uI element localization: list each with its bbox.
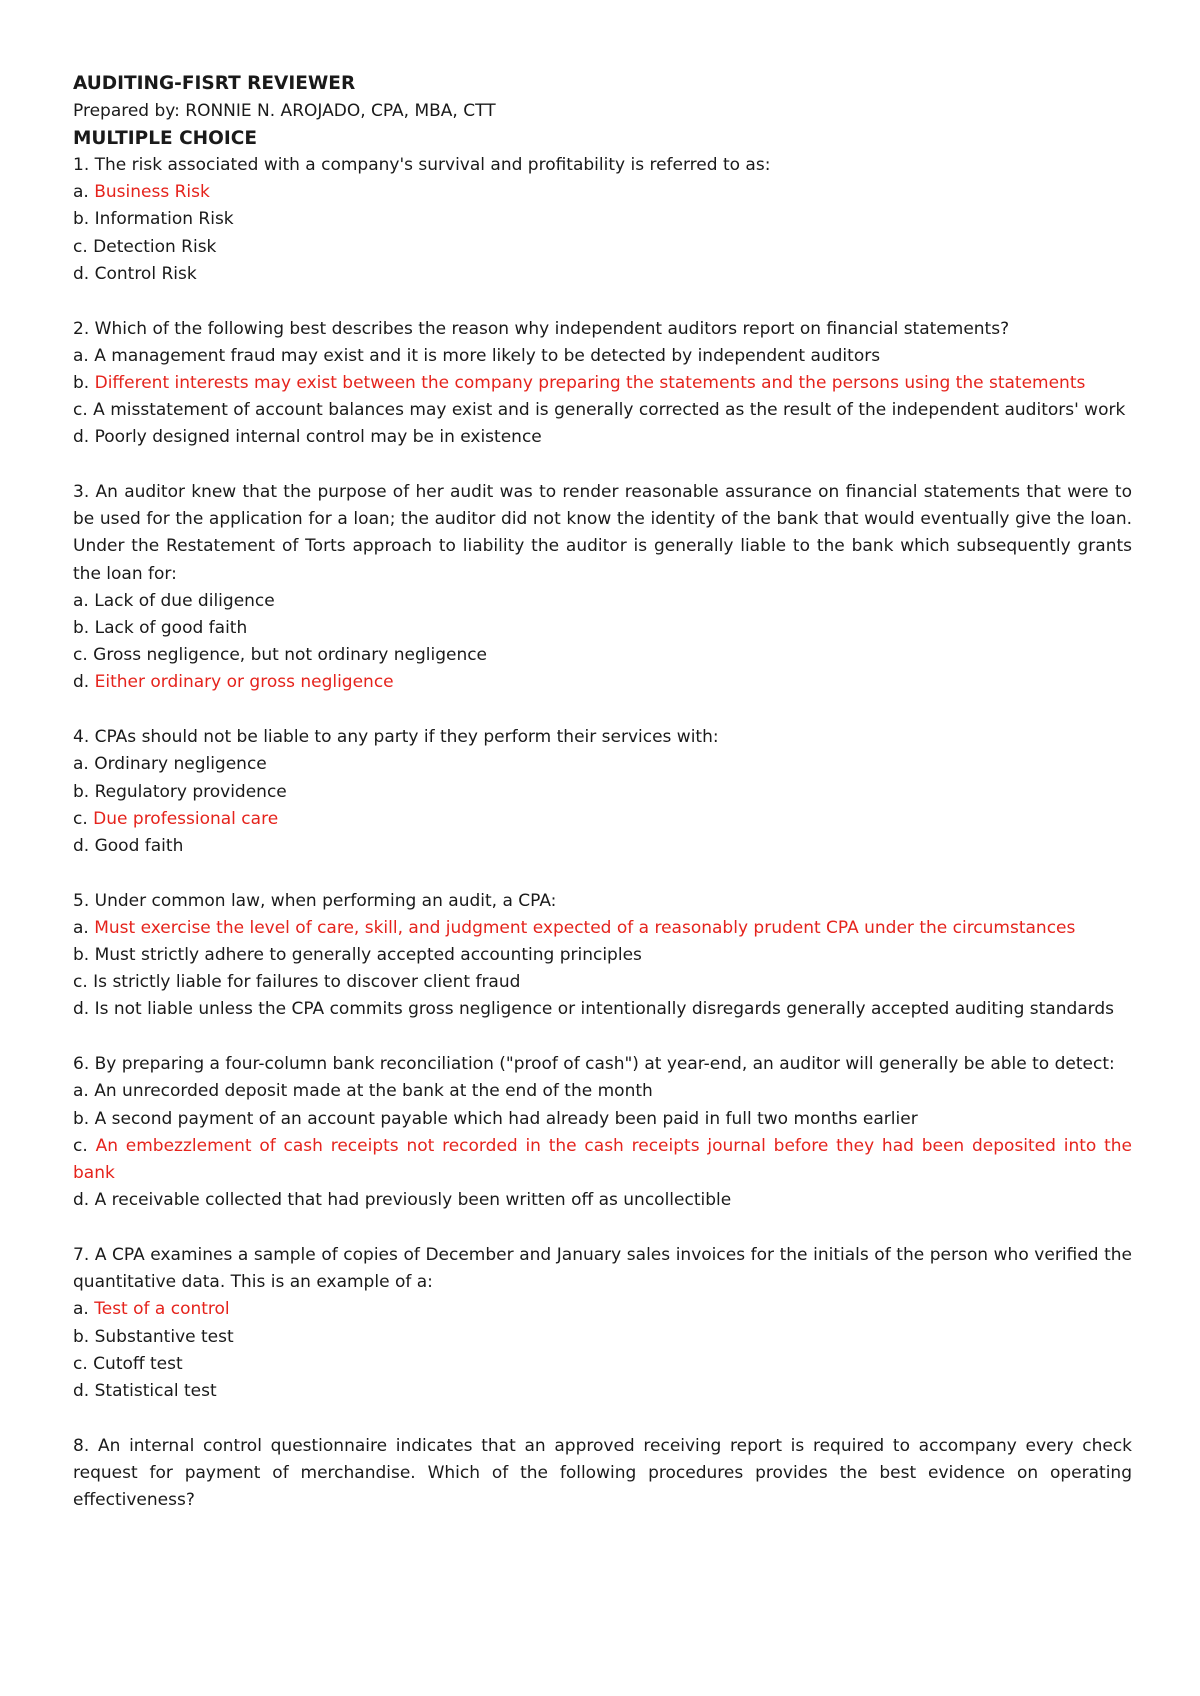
option-c: [73, 397, 1132, 424]
option-text: Cutoff test: [93, 1353, 183, 1374]
question-number: 1.: [73, 155, 90, 175]
option-d: [73, 996, 1132, 1023]
option-c: [73, 969, 1132, 996]
option-text: Gross negligence, but not ordinary negligence: [93, 645, 488, 666]
option-text: Detection Risk: [93, 236, 217, 257]
option-text: A misstatement of account balances may exist and is generally corrected as the result of the independent auditors' work: [93, 400, 1126, 421]
question-number: 3.: [73, 482, 90, 503]
option-letter: c.: [73, 645, 88, 666]
question-stem: [73, 1242, 1132, 1296]
option-d: [73, 261, 1132, 288]
option-d: [73, 1378, 1132, 1405]
question-stem: [73, 316, 1132, 343]
section-heading: MULTIPLE CHOICE: [73, 128, 257, 149]
option-d: [73, 424, 1132, 451]
option-a: [73, 179, 1132, 206]
correct-answer-text: Due professional care: [93, 808, 279, 829]
option-text: Substantive test: [94, 1326, 234, 1347]
option-b: [73, 779, 1132, 806]
option-letter: b.: [73, 372, 90, 393]
option-text: Good faith: [94, 835, 184, 856]
option-text: Must strictly adhere to generally accepted accounting principles: [94, 945, 642, 966]
option-a: [73, 343, 1132, 370]
question-stem: [73, 152, 1132, 179]
document-title: AUDITING-FISRT REVIEWER: [73, 73, 356, 94]
question-text: A CPA examines a sample of copies of December and January sales invoices for the initials of the person who verified the quantitative data. This is an example of a:: [73, 1244, 1132, 1293]
option-a: [73, 1078, 1132, 1105]
option-letter: a.: [73, 1081, 89, 1102]
option-c: [73, 642, 1132, 669]
option-text: Is strictly liable for failures to discover client fraud: [93, 972, 521, 993]
question-number: 7.: [73, 1244, 90, 1265]
option-text: A receivable collected that had previously been written off as uncollectible: [94, 1190, 732, 1211]
option-text: Information Risk: [94, 209, 234, 230]
question-6: [73, 1051, 1132, 1214]
option-b: [73, 615, 1132, 642]
correct-answer-text: Test of a control: [94, 1299, 230, 1320]
question-1: [73, 152, 1132, 288]
option-letter: a.: [73, 917, 89, 938]
question-text: Which of the following best describes the reason why independent auditors report on financial statements?: [94, 318, 1010, 339]
correct-answer-text: Must exercise the level of care, skill, and judgment expected of a reasonably prudent CPA under the circumstances: [94, 917, 1076, 938]
option-letter: b.: [73, 945, 90, 966]
option-letter: d.: [73, 263, 90, 284]
option-b: [73, 1324, 1132, 1351]
correct-answer-text: Either ordinary or gross negligence: [94, 672, 394, 693]
question-stem: [73, 888, 1132, 915]
question-text: Under common law, when performing an audit, a CPA:: [94, 890, 557, 911]
option-letter: c.: [73, 972, 88, 993]
option-a: [73, 915, 1132, 942]
option-text: Is not liable unless the CPA commits gross negligence or intentionally disregards generally accepted auditing standards: [94, 999, 1115, 1020]
correct-answer-text: Business Risk: [94, 182, 210, 203]
option-letter: c.: [73, 400, 88, 421]
option-letter: c.: [73, 808, 88, 829]
question-5: [73, 888, 1132, 1024]
question-stem: [73, 724, 1132, 751]
question-text: By preparing a four-column bank reconciliation ("proof of cash") at year-end, an auditor will generally be able to detect:: [94, 1054, 1115, 1075]
correct-answer-text: An embezzlement of cash receipts not recorded in the cash receipts journal before they had been deposited into the bank: [73, 1135, 1132, 1183]
question-3: [73, 479, 1132, 697]
option-text: A management fraud may exist and it is more likely to be detected by independent auditors: [94, 345, 881, 366]
option-letter: a.: [73, 345, 89, 366]
option-letter: b.: [73, 618, 90, 639]
option-text: Poorly designed internal control may be in existence: [94, 427, 542, 448]
option-letter: b.: [73, 1108, 90, 1129]
correct-answer-text: Different interests may exist between the company preparing the statements and the persons using the statements: [94, 372, 1086, 393]
option-letter: a.: [73, 182, 89, 203]
option-text: Lack of due diligence: [94, 590, 275, 611]
option-a: [73, 1296, 1132, 1323]
question-4: [73, 724, 1132, 860]
option-letter: c.: [73, 236, 88, 257]
option-letter: b.: [73, 781, 90, 802]
question-text: CPAs should not be liable to any party if they perform their services with:: [94, 727, 719, 748]
option-text: Statistical test: [94, 1380, 217, 1401]
option-text: An unrecorded deposit made at the bank at the end of the month: [94, 1081, 653, 1102]
question-number: 8.: [73, 1435, 90, 1456]
option-letter: d.: [73, 999, 90, 1020]
option-letter: d.: [73, 835, 90, 856]
question-8: [73, 1433, 1132, 1515]
option-letter: d.: [73, 1190, 90, 1211]
option-c: [73, 1351, 1132, 1378]
option-b: [73, 370, 1132, 397]
question-7: [73, 1242, 1132, 1405]
option-a: [73, 588, 1132, 615]
question-2: [73, 316, 1132, 452]
option-letter: d.: [73, 427, 90, 448]
question-number: 2.: [73, 318, 90, 339]
option-d: [73, 833, 1132, 860]
option-text: A second payment of an account payable which had already been paid in full two months earlier: [94, 1108, 918, 1129]
question-text: The risk associated with a company's survival and profitability is referred to as:: [94, 155, 771, 175]
prepared-by: Prepared by: RONNIE N. AROJADO, CPA, MBA, CTT: [73, 101, 496, 121]
option-c: [73, 806, 1132, 833]
option-c: [73, 1133, 1132, 1187]
option-text: Regulatory providence: [94, 781, 287, 802]
option-letter: a.: [73, 1299, 89, 1320]
option-b: [73, 942, 1132, 969]
question-number: 6.: [73, 1054, 90, 1075]
option-letter: a.: [73, 754, 89, 775]
option-text: Control Risk: [94, 263, 197, 284]
option-b: [73, 206, 1132, 233]
option-a: [73, 751, 1132, 778]
option-letter: c.: [73, 1353, 88, 1374]
option-letter: b.: [73, 209, 90, 230]
option-text: Lack of good faith: [94, 618, 248, 639]
option-letter: d.: [73, 672, 90, 693]
option-text: Ordinary negligence: [94, 754, 267, 775]
question-number: 5.: [73, 890, 90, 911]
option-d: [73, 669, 1132, 696]
question-stem: [73, 479, 1132, 588]
question-text: An auditor knew that the purpose of her audit was to render reasonable assurance on financial statements that were to be used for the application for a loan; the auditor did not know the identity of the bank that would eventually give the loan. Under the Restatement of Torts approach to liability the auditor is generally liable to the bank which subsequently grants the loan for:: [73, 482, 1132, 584]
option-b: [73, 1106, 1132, 1133]
question-stem: [73, 1433, 1132, 1515]
option-d: [73, 1187, 1132, 1214]
option-letter: a.: [73, 590, 89, 611]
option-letter: d.: [73, 1380, 90, 1401]
option-letter: c.: [73, 1135, 88, 1156]
question-stem: [73, 1051, 1132, 1078]
question-text: An internal control questionnaire indicates that an approved receiving report is required to accompany every check request for payment of merchandise. Which of the following procedures provides the best evidence on operating effectiveness?: [73, 1435, 1133, 1511]
option-letter: b.: [73, 1326, 90, 1347]
question-number: 4.: [73, 727, 90, 748]
option-c: [73, 234, 1132, 261]
